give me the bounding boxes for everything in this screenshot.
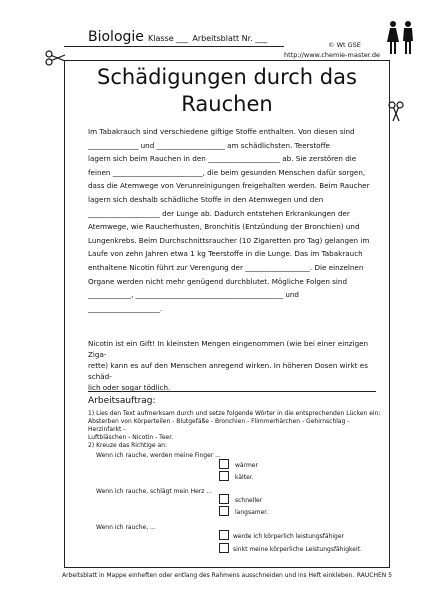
checkbox-colder[interactable] [219,471,229,481]
task-line: 1) Lies den Text aufmerksam durch und setze folgende Wörter in die entsprechenden Lücken ein: [88,410,381,417]
text-line: Im Tabakrauch sind verschiedene giftige Stoffe enthalten. Von diesen sind [88,127,355,136]
text-line: Atemwege, wie Raucherhusten, Bronchitis (Entzündung der Bronchien) und [88,222,360,232]
scissors-icon [44,50,66,66]
question-performance: Wenn ich rauche, ... [96,524,156,531]
subject-label: Biologie [88,29,144,45]
checkbox-faster[interactable] [219,494,229,504]
text-line: ____________________ der Lunge ab. Dadurch entstehen Erkrankungen der [88,208,350,218]
text-line: lagern sich deshalb schädliche Stoffe in den Atemwegen und den [88,194,324,204]
text-line: ____________, _________________________________________ und [88,290,299,300]
text-line: rette) kann es auf den Menschen anregend wirken. In höheren Dosen wirkt es schäd- [88,361,368,381]
woman-icon [387,21,399,54]
checkbox-less-fit[interactable] [219,543,229,553]
nicotin-info [88,338,378,393]
text-line: enthaltene Nicotin führt zur Verengung der __________________. Die einzelnen [88,262,364,272]
footer-instruction: Arbeitsblatt in Mappe einheften oder entlang des Rahmens ausschneiden und ins Heft einkleben. [62,572,355,579]
option-warmer: wärmer [235,462,258,469]
checkbox-slower[interactable] [219,506,229,516]
task-title: Arbeitsauftrag: [88,396,156,406]
footer [62,572,392,579]
header-title [88,29,267,45]
man-icon [403,21,413,54]
text-line: Lungenkrebs. Beim Durchschnittsraucher (10 Zigaretten pro Tag) gelangen im [88,235,370,245]
text-line: dass die Atemwege von Verunreinigungen freigehalten werden. Beim Raucher [88,181,370,191]
scissors-icon [388,100,404,122]
text-line: lagern sich beim Rauchen in den ____________________ ab. Sie zerstören die [88,154,357,164]
text-line: ____________________. [88,303,163,313]
option-colder: kälter. [235,474,254,481]
page-title: Schädigungen durch das Rauchen [97,65,357,116]
class-label: Klasse ___ [148,34,189,43]
checkbox-more-fit[interactable] [219,530,229,540]
question-fingers: Wenn ich rauche, werden meine Finger ... [96,452,221,459]
section-divider [88,391,376,392]
text-line: feinen _________________________, die beim gesunden Menschen dafür sorgen, [88,167,366,177]
website-url: http://www.chemie-master.de [284,51,381,59]
option-more-fit: werde ich körperlich leistungsfähiger [233,533,345,540]
text-line: ______________ und ___________________ am schädlichsten. Teerstoffe [88,140,330,150]
copyright: © Wt GSE [328,41,361,49]
task-instructions [88,410,383,450]
text-line: lich oder sogar tödlich. [88,383,171,392]
option-less-fit: sinkt meine körperliche Leistungsfähigkeit. [233,546,362,553]
task-line: 2) Kreuze das Richtige an: [88,442,167,449]
checkbox-warmer[interactable] [219,459,229,469]
text-line: Organe werden nicht mehr genügend durchblutet. Mögliche Folgen sind [88,276,348,286]
person-icons [386,20,416,56]
text-line: Laufe von zehn Jahren etwa 1 kg Teerstoffe in die Lunge. Das im Tabakrauch [88,249,363,259]
footer-page-id: RAUCHEN 5 [356,572,392,579]
question-heart: Wenn ich rauche, schlägt mein Herz ... [96,488,213,495]
sheet-label: Arbeitsblatt Nr. ___ [192,34,268,43]
task-line: Absterben von Körperteilen - Blutgefäße - Bronchien - Flimmerhärchen - Gehirnschlag - Herzinfarkt - [88,418,350,433]
option-slower: langsamer. [235,509,269,516]
text-line: Nicotin ist ein Gift! In kleinsten Mengen eingenommen (wie bei einer einzigen Ziga- [88,339,369,359]
option-faster: schneller [235,497,263,504]
header-divider [64,46,284,47]
task-line: Luftbläschen - Nicotin - Teer. [88,434,174,441]
cloze-text [88,125,378,315]
